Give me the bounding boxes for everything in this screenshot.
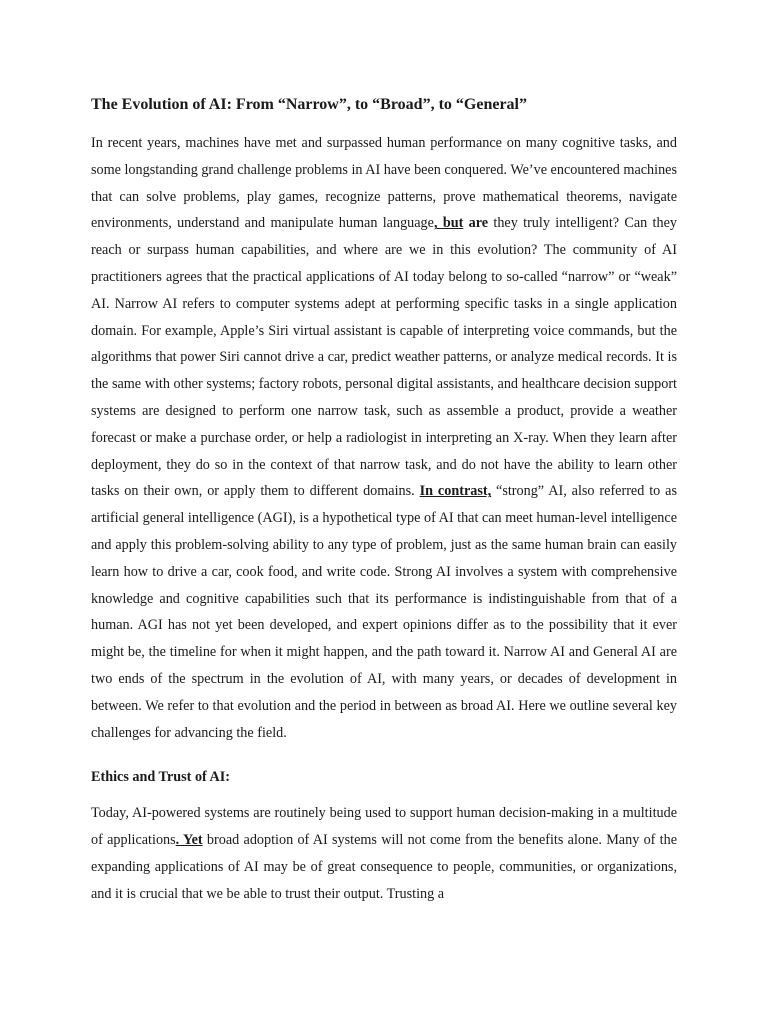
emphasis-in-contrast: In contrast,: [419, 483, 492, 500]
section-heading-ethics: Ethics and Trust of AI:: [91, 769, 231, 786]
intro-text-3: “strong” AI, also referred to as artificial general intelligence (AGI), is a hypothetical type of AI that can meet human-level intelligence and apply this problem-solving ability to any type of problem, just as the same human brain can easily learn how to drive a car, cook food, and write code. Strong AI involves a system with comprehensive knowledge and cognitive capabilities such that its performance is indistinguishable from that of a human. AGI has not yet been developed, and expert opinions differ as to the possibility that it ever might be, the timeline for when it might happen, and the path toward it. Narrow AI and General AI are two ends of the spectrum in the evolution of AI, with many years, or decades of development in between. We refer to that evolution and the period in between as broad AI. Here we outline several key challenges for advancing the field.: [91, 483, 677, 741]
ethics-paragraph: [91, 800, 677, 907]
intro-text-1: In recent years, machines have met and surpassed human performance on many cognitive tasks, and some longstanding grand challenge problems in AI have been conquered. We’ve encountered machines that can solve problems, play games, recognize patterns, prove mathematical theorems, navigate environments, understand and manipulate human language: [91, 135, 677, 232]
emphasis-but: , but: [433, 215, 464, 232]
intro-text-2: they truly intelligent? Can they reach or surpass human capabilities, and where are we in this evolution? The community of AI practitioners agrees that the practical applications of AI today belong to so-called “narrow” or “weak” AI. Narrow AI refers to computer systems adept at performing specific tasks in a single application domain. For example, Apple’s Siri virtual assistant is capable of interpreting voice commands, but the algorithms that power Siri cannot drive a car, predict weather patterns, or analyze medical records. It is the same with other systems; factory robots, personal digital assistants, and healthcare decision support systems are designed to perform one narrow task, such as assemble a product, provide a weather forecast or make a purchase order, or help a radiologist in interpreting an X-ray. When they learn after deployment, they do so in the context of that narrow task, and do not have the ability to learn other tasks on their own, or apply them to different domains.: [91, 215, 677, 500]
ethics-text-2: broad adoption of AI systems will not come from the benefits alone. Many of the expanding applications of AI may be of great consequence to people, communities, or organizations, and it is crucial that we be able to trust their output. Trusting a: [91, 832, 678, 902]
intro-paragraph: [91, 130, 677, 746]
emphasis-are: are: [463, 215, 489, 232]
document-title: The Evolution of AI: From “Narrow”, to “Broad”, to “General”: [91, 96, 527, 113]
emphasis-yet: . Yet: [175, 832, 203, 849]
ethics-text-1: Today, AI-powered systems are routinely being used to support human decision-making in a multitude of applications: [91, 805, 677, 849]
document-page: [91, 94, 677, 908]
